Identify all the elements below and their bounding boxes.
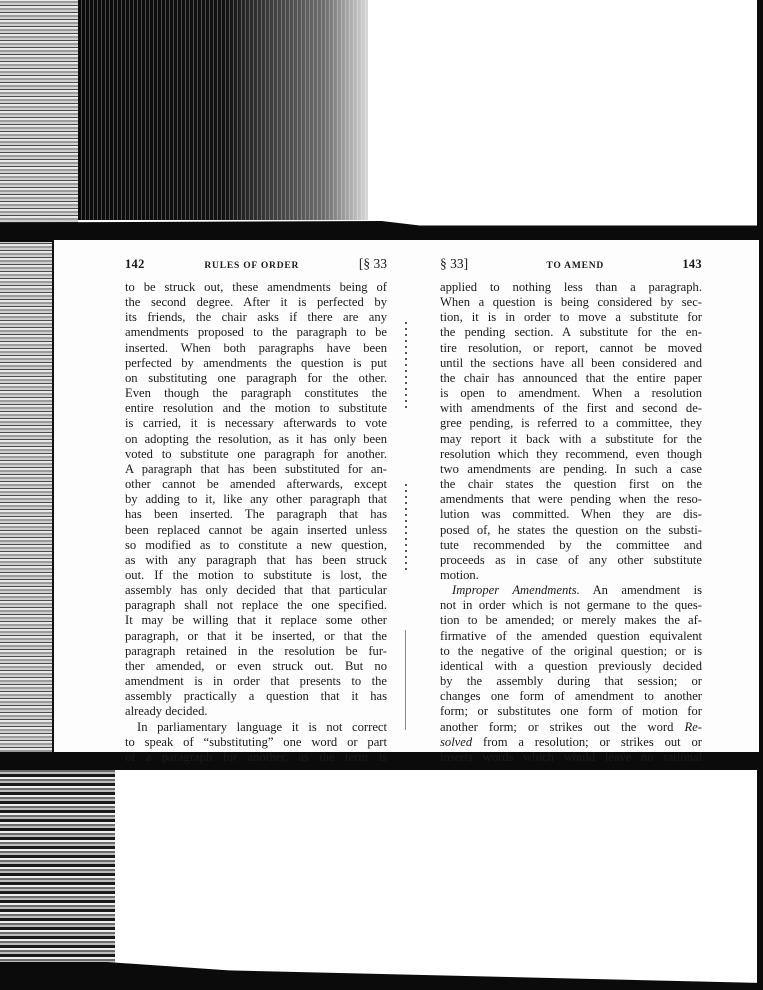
gutter-mark bbox=[405, 318, 407, 408]
italic-word-resolved: Re- bbox=[684, 719, 702, 734]
text-line: tute recommended by the committee and bbox=[440, 537, 702, 552]
text-line: It may be willing that it replace some other bbox=[125, 613, 387, 628]
text-line: is open to amendment. When a resolution bbox=[440, 386, 702, 401]
text-line: amendment is in order that presents to the bbox=[125, 674, 387, 689]
text-line-paragraph-start bbox=[440, 583, 702, 598]
text-fragment: another form; or strikes out the word bbox=[440, 719, 685, 734]
text-line: paragraph, or that it be inserted, or that the bbox=[125, 628, 387, 643]
text-line: voted to substitute one paragraph for another. bbox=[125, 446, 387, 461]
text-line: entire resolution and the motion to substitute bbox=[125, 401, 387, 416]
right-page bbox=[440, 256, 702, 765]
text-line: with amendments of the first and second de- bbox=[440, 401, 702, 416]
text-line: not in order which is not germane to the ques- bbox=[440, 598, 702, 613]
text-line: of a paragraph for another, as the term is bbox=[125, 749, 387, 764]
text-line: posed of, he states the question on the substi- bbox=[440, 522, 702, 537]
text-line: identical with a question previously decided bbox=[440, 658, 702, 673]
text-line: so modified as to constitute a new question, bbox=[125, 537, 387, 552]
text-line: paragraph retained in the resolution be fur- bbox=[125, 643, 387, 658]
text-line: resolution which they recommend, even though bbox=[440, 446, 702, 461]
scan-bottom-edge bbox=[0, 962, 763, 990]
text-line: assembly practically a question that it has bbox=[125, 689, 387, 704]
text-line: on substituting one paragraph for the other. bbox=[125, 370, 387, 385]
text-line: inserts words which would leave no rational bbox=[440, 749, 702, 764]
italic-word-resolved: solved bbox=[440, 734, 473, 749]
text-fragment: An amendment is bbox=[579, 583, 702, 598]
italic-heading-improper-amendments: Improper Amendments. bbox=[452, 583, 580, 598]
gutter-mark bbox=[405, 630, 406, 730]
text-line bbox=[440, 720, 702, 735]
left-page bbox=[125, 256, 387, 765]
text-line: assembly has only decided that that particular bbox=[125, 583, 387, 598]
text-line: other cannot be amended afterwards, except bbox=[125, 477, 387, 492]
text-line: to speak of “substituting” one word or part bbox=[125, 734, 387, 749]
gutter-mark bbox=[405, 480, 407, 570]
text-line: by adding to it, like any other paragraph that bbox=[125, 492, 387, 507]
section-mark: [§ 33 bbox=[358, 256, 387, 271]
text-line: to be struck out, these amendments being of bbox=[125, 280, 387, 294]
text-line: When a question is being considered by sec- bbox=[440, 295, 702, 310]
text-line: lution was committed. When they are dis- bbox=[440, 507, 702, 522]
left-running-head bbox=[125, 256, 387, 276]
text-line: ther amended, or even struck out. But no bbox=[125, 658, 387, 673]
text-line: by the assembly during that session; or bbox=[440, 674, 702, 689]
text-line: A paragraph that has been substituted for an- bbox=[125, 461, 387, 476]
text-line: applied to nothing less than a paragraph. bbox=[440, 280, 702, 294]
text-line: paragraph shall not replace the one specified. bbox=[125, 598, 387, 613]
text-line: gree pending, is referred to a committee, they bbox=[440, 416, 702, 431]
text-line: two amendments are pending. In such a case bbox=[440, 461, 702, 476]
text-line: firmative of the amended question equivalent bbox=[440, 628, 702, 643]
text-line: tire resolution, or report, cannot be moved bbox=[440, 340, 702, 355]
page-number: 143 bbox=[682, 257, 702, 271]
scan-bottom-left-artifact bbox=[0, 770, 115, 975]
text-line: the second degree. After it is perfected by bbox=[125, 295, 387, 310]
text-line: the chair has announced that the entire paper bbox=[440, 370, 702, 385]
text-line: changes one form of amendment to another bbox=[440, 689, 702, 704]
text-line: already decided. bbox=[125, 704, 208, 719]
text-line: proceeds as in case of any other substitute bbox=[440, 552, 702, 567]
text-line: until the sections have all been considered and bbox=[440, 355, 702, 370]
scan-top-shadow-artifact bbox=[78, 0, 368, 220]
text-line: motion. bbox=[440, 567, 479, 582]
left-page-body bbox=[125, 280, 387, 765]
page-number: 142 bbox=[125, 257, 145, 271]
text-line: perfected by amendments the question is put bbox=[125, 355, 387, 370]
running-title: TO AMEND bbox=[546, 261, 605, 271]
text-line: amendments proposed to the paragraph to be bbox=[125, 325, 387, 340]
text-line: the pending section. A substitute for the en- bbox=[440, 325, 702, 340]
right-running-head bbox=[440, 256, 702, 276]
text-line: Even though the paragraph constitutes the bbox=[125, 386, 387, 401]
text-line: the chair states the question first on the bbox=[440, 477, 702, 492]
text-line: inserted. When both paragraphs have been bbox=[125, 340, 387, 355]
text-line bbox=[440, 735, 702, 750]
text-line: form; or substitutes one form of motion for bbox=[440, 704, 702, 719]
text-line: tion to be amended; or merely makes the af- bbox=[440, 613, 702, 628]
section-mark: § 33] bbox=[440, 256, 469, 271]
text-line: as with any paragraph that has been struck bbox=[125, 552, 387, 567]
text-line: out. If the motion to substitute is lost, the bbox=[125, 567, 387, 582]
text-line: been replaced cannot be again inserted unless bbox=[125, 522, 387, 537]
text-line: may report it back with a substitute for the bbox=[440, 431, 702, 446]
text-line: is carried, it is necessary afterwards to vote bbox=[125, 416, 387, 431]
text-line: amendments that were pending when the reso- bbox=[440, 492, 702, 507]
right-page-body bbox=[440, 280, 702, 765]
text-line-paragraph-start: In parliamentary language it is not correct bbox=[137, 719, 387, 734]
running-title: RULES OF ORDER bbox=[204, 261, 300, 271]
text-line: its friends, the chair asks if there are any bbox=[125, 310, 387, 325]
text-line: to the negative of the original question; or is bbox=[440, 643, 702, 658]
text-fragment: from a resolution; or strikes out or bbox=[472, 734, 702, 749]
text-line: tion, it is in order to move a substitute for bbox=[440, 310, 702, 325]
text-line: on adopting the resolution, as it has only been bbox=[125, 431, 387, 446]
text-line: has been inserted. The paragraph that has bbox=[125, 507, 387, 522]
